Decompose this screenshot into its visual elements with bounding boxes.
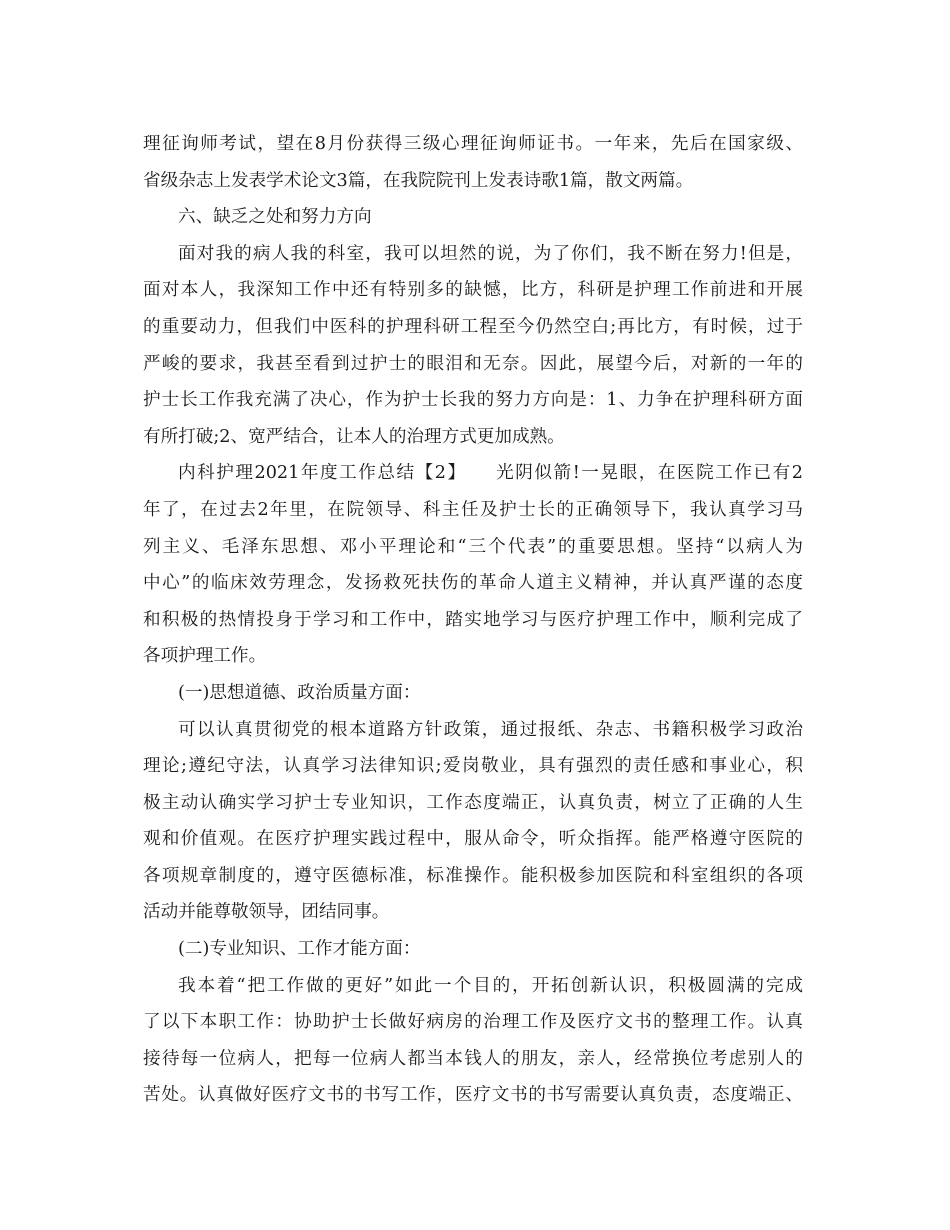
text-line: 各项规章制度的，遵守医德标准，标准操作。能积极参加医院和科室组织的各项: [143, 865, 803, 886]
text-line: 理征询师考试，望在8月份获得三级心理征询师证书。一年来，先后在国家级、: [143, 134, 803, 154]
text-line: 面对我的病人我的科室，我可以坦然的说，为了你们，我不断在努力!但是，: [178, 243, 803, 264]
text-line: 省级杂志上发表学术论文3篇，在我院院刊上发表诗歌1篇，散文两篇。: [143, 170, 694, 191]
text-line: 各项护理工作。: [143, 646, 267, 667]
text-line: 严峻的要求，我甚至看到过护士的眼泪和无奈。因此，展望今后，对新的一年的: [143, 353, 803, 374]
text-line: 内科护理2021年度工作总结【2】 光阴似箭!一晃眼，在医院工作已有2: [178, 463, 803, 484]
text-line: 观和价值观。在医疗护理实践过程中，服从命令，听众指挥。能严格遵守医院的: [143, 829, 803, 850]
text-line: 我本着“把工作做的更好”如此一个目的，开拓创新认识，积极圆满的完成: [178, 975, 803, 996]
text-line: 列主义、毛泽东思想、邓小平理论和“三个代表”的重要思想。坚持“以病人为: [143, 536, 803, 557]
text-line: 苦处。认真做好医疗文书的书写工作，医疗文书的书写需要认真负责，态度端正、: [143, 1085, 803, 1106]
text-line: 极主动认确实学习护士专业知识，工作态度端正，认真负责，树立了正确的人生: [143, 792, 803, 813]
text-line: (一)思想道德、政治质量方面：: [178, 682, 421, 703]
text-line: 年了，在过去2年里，在院领导、科主任及护士长的正确领导下，我认真学习马: [143, 499, 803, 520]
text-line: 的重要动力，但我们中医科的护理科研工程至今仍然空白;再比方，有时候，过于: [143, 316, 803, 337]
text-line: 中心”的临床效劳理念，发扬救死扶伤的革命人道主义精神，并认真严谨的态度: [143, 573, 803, 594]
text-line: 和积极的热情投身于学习和工作中，踏实地学习与医疗护理工作中，顺利完成了: [143, 609, 803, 630]
text-line: 接待每一位病人，把每一位病人都当本钱人的朋友，亲人，经常换位考虑别人的: [143, 1048, 803, 1069]
text-line: 有所打破;2、宽严结合，让本人的治理方式更加成熟。: [143, 426, 565, 447]
text-line: 六、缺乏之处和努力方向: [178, 207, 372, 228]
text-line: 面对本人，我深知工作中还有特别多的缺憾，比方，科研是护理工作前进和开展: [143, 280, 803, 301]
text-line: (二)专业知识、工作才能方面：: [178, 939, 421, 960]
text-line: 活动并能尊敬领导，团结同事。: [143, 902, 390, 923]
document-body: [143, 126, 803, 1114]
text-line: 护士长工作我充满了决心，作为护士长我的努力方向是：1、力争在护理科研方面: [143, 390, 803, 411]
text-line: 了以下本职工作：协助护士长做好病房的治理工作及医疗文书的整理工作。认真: [143, 1012, 803, 1033]
text-line: 可以认真贯彻党的根本道路方针政策，通过报纸、杂志、书籍积极学习政治: [178, 719, 803, 740]
text-line: 理论;遵纪守法，认真学习法律知识;爱岗敬业，具有强烈的责任感和事业心，积: [143, 756, 803, 777]
